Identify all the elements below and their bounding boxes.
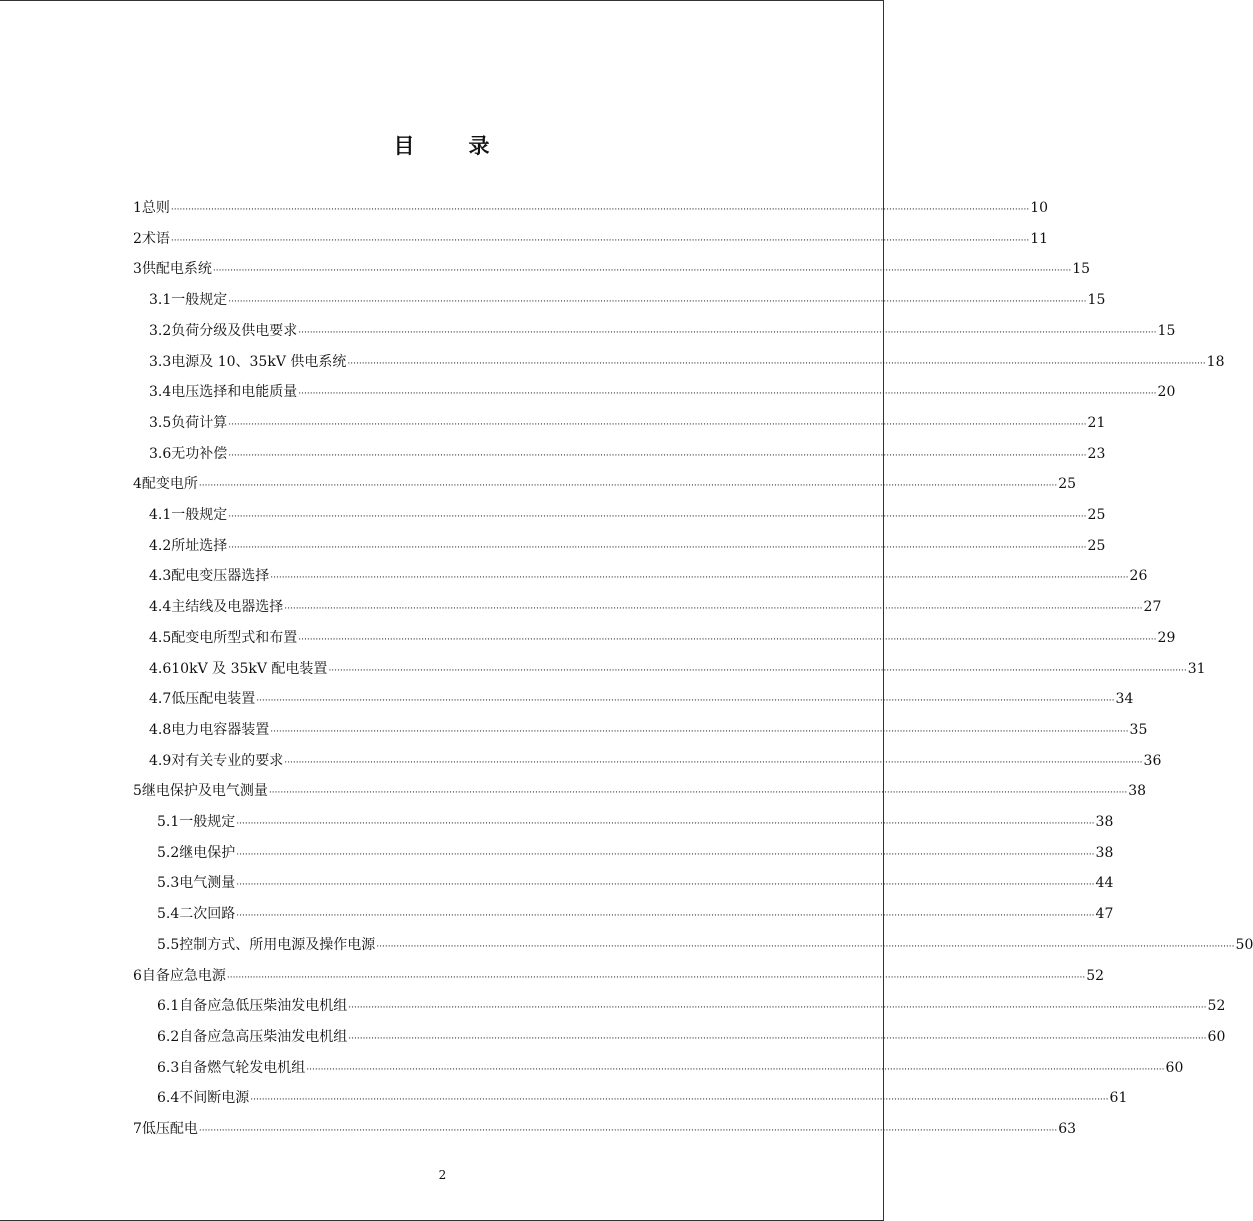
toc-leader-dots: ············································································································································································································································································································ [270, 573, 1129, 584]
toc-entry-number: 5.4 [157, 906, 180, 923]
toc-entry-number: 6.1 [157, 998, 180, 1015]
toc-leader-dots: ············································································································································································································································································································ [212, 266, 1072, 277]
toc-entry-page: 20 [1157, 384, 1176, 401]
toc-entry-number: 3.2 [149, 322, 172, 339]
toc-entry-label: 自备应急电源 [141, 967, 226, 984]
toc-entry-page: 15 [1087, 292, 1106, 309]
toc-entry-number: 5.1 [157, 814, 180, 830]
toc-entry[interactable] [157, 873, 1114, 893]
toc-entry-page: 25 [1087, 537, 1106, 554]
toc-entry[interactable] [149, 352, 1225, 372]
toc-entry-number: 3 [133, 261, 142, 278]
toc-entry-page: 36 [1143, 752, 1162, 769]
toc-leader-dots: ············································································································································································································································································································ [198, 481, 1058, 492]
toc-entry-number: 6 [133, 967, 142, 984]
toc-entry[interactable] [149, 597, 1162, 617]
toc-entry-page: 27 [1143, 599, 1162, 616]
toc-entry-page: 18 [1206, 353, 1225, 370]
toc-entry-number: 5.2 [157, 844, 180, 861]
toc-entry-label: 低压配电装置 [171, 691, 256, 708]
toc-entry-label: 一般规定 [179, 814, 236, 830]
toc-entry-number: 4.9 [149, 752, 172, 769]
toc-entry-page: 23 [1087, 445, 1106, 462]
toc-entry[interactable] [133, 966, 1105, 986]
toc-entry-page: 21 [1087, 414, 1106, 431]
toc-leader-dots: ············································································································································································································································································································ [298, 634, 1157, 645]
toc-entry[interactable] [157, 812, 1114, 832]
toc-entry[interactable] [149, 689, 1134, 709]
toc-entry-label: 术语 [141, 230, 170, 247]
toc-entry[interactable] [149, 321, 1176, 341]
toc-entry-page: 60 [1207, 1028, 1226, 1045]
title-char-1: 目 [393, 133, 417, 158]
toc-entry[interactable] [149, 505, 1106, 525]
toc-entry-page: 61 [1109, 1090, 1128, 1107]
toc-entry[interactable] [149, 566, 1148, 586]
toc-entry-number: 4.5 [149, 629, 172, 646]
toc-entry[interactable] [157, 1027, 1226, 1047]
toc-entry-label: 总则 [141, 200, 170, 216]
toc-leader-dots: ············································································································································································································································································································ [228, 297, 1087, 308]
toc-leader-dots: ············································································································································································································································································································ [236, 819, 1095, 829]
toc-entry-label: 自备应急高压柴油发电机组 [179, 1028, 348, 1045]
toc-entry-number: 5 [133, 783, 142, 800]
toc-entry-label: 配变电所型式和布置 [171, 629, 298, 646]
toc-entry[interactable] [157, 935, 1253, 955]
toc-entry-page: 31 [1187, 660, 1206, 677]
toc-entry-page: 25 [1087, 507, 1106, 523]
toc-entry-number: 3.4 [149, 384, 172, 401]
toc-entry[interactable] [133, 1119, 1077, 1139]
toc-entry-label: 负荷分级及供电要求 [171, 322, 298, 339]
toc-entry[interactable] [133, 229, 1049, 249]
toc-entry-page: 15 [1072, 261, 1091, 278]
toc-entry[interactable] [149, 444, 1106, 464]
toc-entry-label: 10kV 及 35kV 配电装置 [171, 660, 328, 677]
toc-entry[interactable] [157, 1088, 1128, 1108]
toc-entry-number: 4.1 [149, 507, 172, 523]
toc-entry[interactable] [149, 382, 1176, 402]
toc-entry-page: 38 [1128, 783, 1147, 800]
toc-leader-dots: ············································································································································································································································································································ [198, 1126, 1058, 1136]
toc-leader-dots: ············································································································································································································································································································ [228, 419, 1087, 430]
toc-leader-dots: ············································································································································································································································································································ [376, 941, 1235, 952]
toc-entry[interactable] [149, 659, 1206, 679]
toc-entry-page: 25 [1058, 476, 1077, 493]
toc-entry-number: 1 [133, 200, 142, 216]
toc-entry-page: 60 [1165, 1059, 1184, 1076]
toc-entry-label: 电力电容器装置 [171, 721, 270, 738]
toc-entry-label: 一般规定 [171, 507, 228, 523]
toc-leader-dots: ············································································································································································································································································································ [228, 512, 1087, 522]
toc-leader-dots: ············································································································································································································································································································ [170, 235, 1030, 246]
toc-leader-dots: ············································································································································································································································································································ [226, 972, 1086, 983]
toc-entry[interactable] [149, 628, 1176, 648]
toc-entry-number: 7 [133, 1121, 142, 1137]
toc-entry-page: 11 [1030, 230, 1049, 247]
toc-entry[interactable] [157, 1058, 1184, 1078]
toc-entry[interactable] [157, 904, 1114, 924]
toc-entry-label: 主结线及电器选择 [171, 599, 284, 616]
toc-entry-number: 3.5 [149, 414, 172, 431]
toc-entry-number: 5.5 [157, 936, 180, 953]
toc-entry-number: 5.3 [157, 875, 180, 892]
toc-leader-dots: ············································································································································································································································································································ [284, 604, 1143, 615]
toc-leader-dots: ············································································································································································································································································································ [348, 1033, 1207, 1044]
toc-entry-number: 3.3 [149, 353, 172, 370]
toc-entry[interactable] [149, 290, 1106, 310]
toc-entry-label: 无功补偿 [171, 445, 228, 462]
toc-leader-dots: ············································································································································································································································································································ [250, 1095, 1109, 1106]
toc-leader-dots: ············································································································································································································································································································ [348, 1003, 1207, 1014]
toc-entry-label: 配变电所 [141, 476, 198, 493]
toc-entry-page: 44 [1095, 875, 1114, 892]
toc-entry-number: 4.7 [149, 691, 172, 708]
toc-entry-label: 负荷计算 [171, 414, 228, 431]
toc-entry-page: 26 [1129, 568, 1148, 585]
toc-entry-number: 4.2 [149, 537, 172, 554]
toc-entry-label: 电气测量 [179, 875, 236, 892]
toc-entry-page: 52 [1086, 967, 1105, 984]
toc-entry-label: 继电保护及电气测量 [141, 783, 268, 800]
toc-leader-dots: ············································································································································································································································································································ [170, 205, 1030, 215]
toc-entry-page: 38 [1095, 844, 1114, 861]
toc-leader-dots: ············································································································································································································································································································ [347, 358, 1206, 369]
toc-leader-dots: ············································································································································································································································································································ [268, 788, 1128, 799]
toc-entry-number: 4.3 [149, 568, 172, 585]
toc-entry-number: 4.8 [149, 721, 172, 738]
toc-leader-dots: ············································································································································································································································································································ [270, 726, 1129, 737]
toc-entry-page: 29 [1157, 629, 1176, 646]
toc-entry-number: 3.6 [149, 445, 172, 462]
toc-leader-dots: ············································································································································································································································································································ [236, 880, 1095, 891]
title-char-2: 录 [468, 133, 492, 158]
toc-leader-dots: ············································································································································································································································································································ [228, 450, 1087, 461]
toc-entry[interactable] [133, 781, 1147, 801]
toc-entry[interactable] [157, 843, 1114, 863]
toc-entry-number: 4.6 [149, 660, 172, 677]
toc-entry[interactable] [133, 198, 1049, 218]
toc-leader-dots: ············································································································································································································································································································ [328, 665, 1187, 676]
toc-entry-page: 52 [1207, 998, 1226, 1015]
page-title [0, 130, 885, 160]
toc-entry-label: 继电保护 [179, 844, 236, 861]
toc-entry[interactable] [149, 751, 1162, 771]
toc-entry[interactable] [133, 474, 1077, 494]
toc-entry-label: 电压选择和电能质量 [171, 384, 298, 401]
toc-entry-number: 4.4 [149, 599, 172, 616]
toc-leader-dots: ············································································································································································································································································································ [236, 849, 1095, 860]
toc-entry-page: 63 [1058, 1121, 1077, 1137]
toc-entry[interactable] [149, 413, 1106, 433]
toc-entry-label: 自备燃气轮发电机组 [179, 1059, 306, 1076]
toc-entry-number: 6.4 [157, 1090, 180, 1107]
toc-entry-label: 供配电系统 [141, 261, 212, 278]
toc-entry[interactable] [133, 259, 1091, 279]
toc-leader-dots: ············································································································································································································································································································ [228, 542, 1087, 553]
toc-entry[interactable] [157, 996, 1226, 1016]
toc-entry-page: 50 [1235, 936, 1253, 953]
toc-entry-page: 38 [1095, 814, 1114, 830]
toc-leader-dots: ············································································································································································································································································································ [306, 1064, 1165, 1075]
toc-entry-number: 6.3 [157, 1059, 180, 1076]
toc-entry-label: 对有关专业的要求 [171, 752, 284, 769]
toc-leader-dots: ············································································································································································································································································································ [284, 757, 1143, 768]
toc-entry-label: 不间断电源 [179, 1090, 250, 1107]
toc-entry-number: 4 [133, 476, 142, 493]
toc-entry-number: 3.1 [149, 292, 172, 309]
toc-leader-dots: ············································································································································································································································································································ [298, 327, 1157, 338]
toc-leader-dots: ············································································································································································································································································································ [256, 696, 1115, 707]
toc-entry-label: 配电变压器选择 [171, 568, 270, 585]
toc-entry-label: 低压配电 [141, 1121, 198, 1137]
toc-entry-label: 自备应急低压柴油发电机组 [179, 998, 348, 1015]
toc-entry-label: 所址选择 [171, 537, 228, 554]
toc-entry-label: 一般规定 [171, 292, 228, 309]
toc-entry-page: 34 [1115, 691, 1134, 708]
toc-entry-page: 35 [1129, 721, 1148, 738]
toc-leader-dots: ············································································································································································································································································································ [298, 389, 1157, 400]
toc-entry-page: 47 [1095, 906, 1114, 923]
toc-entry-label: 电源及 10、35kV 供电系统 [171, 353, 347, 370]
toc-leader-dots: ············································································································································································································································································································ [236, 911, 1095, 922]
toc-entry-page: 15 [1157, 322, 1176, 339]
toc-entry-number: 6.2 [157, 1028, 180, 1045]
toc-entry-number: 2 [133, 230, 142, 247]
toc-entry-label: 控制方式、所用电源及操作电源 [179, 936, 376, 953]
toc-entry[interactable] [149, 536, 1106, 556]
toc-entry-page: 10 [1030, 200, 1049, 216]
toc-entry-label: 二次回路 [179, 906, 236, 923]
page-number: 2 [438, 1168, 447, 1182]
toc-entry[interactable] [149, 720, 1148, 740]
